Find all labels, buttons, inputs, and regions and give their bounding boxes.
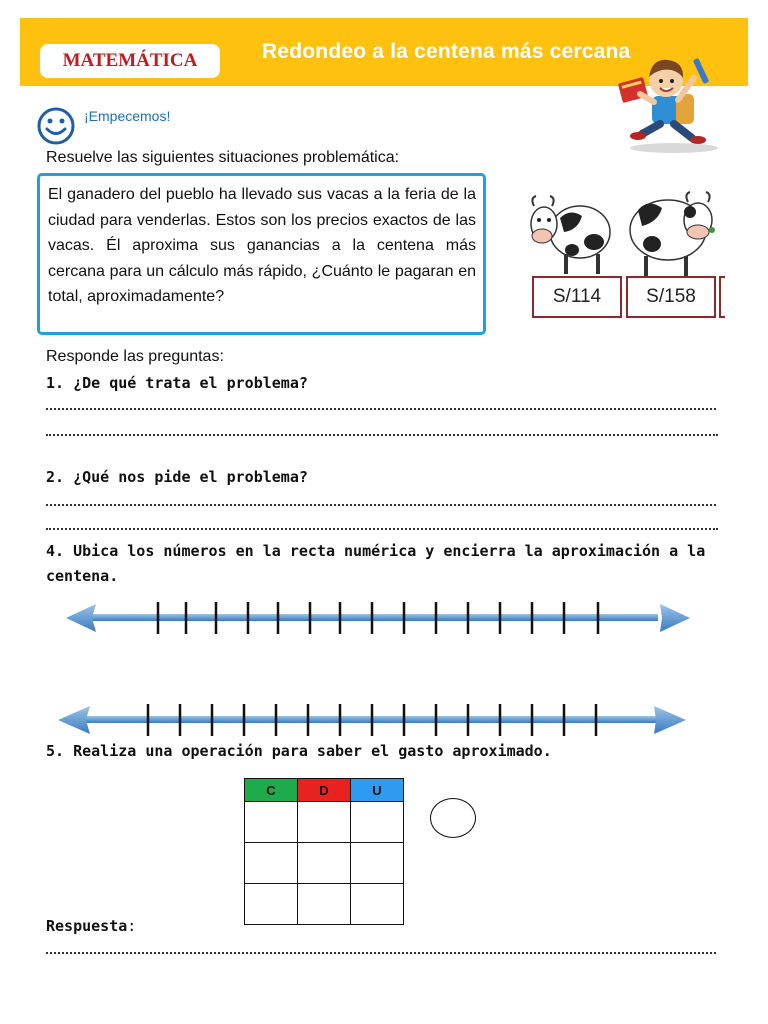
instruction-text: Resuelve las siguientes situaciones problemática:: [46, 149, 400, 166]
question-1: 1. ¿De qué trata el problema?: [46, 374, 308, 392]
number-line[interactable]: [56, 700, 696, 740]
answer-label-colon: :: [127, 917, 137, 935]
price-tag: S/114: [532, 276, 622, 318]
number-line[interactable]: [56, 598, 696, 638]
answer-line[interactable]: [46, 950, 716, 954]
cows-drawing: [520, 190, 726, 280]
table-cell[interactable]: [351, 843, 404, 884]
problem-text: El ganadero del pueblo ha llevado sus vacas a la feria de la ciudad para venderlas. Estos son los precios exactos de las vacas. Él aproxima sus ganancias a la centena más cercana para un cálculo más rápido, ¿Cuánto le pagaran en total, aproximadamente?: [48, 186, 476, 305]
table-cell[interactable]: [298, 884, 351, 925]
cows-illustration: [520, 190, 726, 320]
column-header-d: D: [298, 779, 351, 802]
column-header-c: C: [245, 779, 298, 802]
price-tag: S/158: [626, 276, 716, 318]
answer-label-line: [46, 917, 136, 935]
running-kid-illustration: [612, 50, 730, 156]
question-2: 2. ¿Qué nos pide el problema?: [46, 468, 308, 486]
answer-line[interactable]: [46, 406, 716, 410]
question-5: 5. Realiza una operación para saber el gasto aproximado.: [46, 742, 552, 760]
subject-label: MATEMÁTICA: [40, 44, 220, 78]
question-4: 4. Ubica los números en la recta numérica y encierra la aproximación a la centena.: [46, 542, 706, 585]
table-cell[interactable]: [245, 884, 298, 925]
place-value-table: [244, 778, 404, 925]
column-header-u: U: [351, 779, 404, 802]
answer-label: Respuesta: [46, 917, 128, 935]
price-tag-edge: [719, 276, 725, 318]
smiley-face-icon: [36, 106, 76, 146]
answer-line[interactable]: [46, 502, 716, 506]
table-cell[interactable]: [351, 884, 404, 925]
problem-box: [37, 173, 486, 335]
answer-line[interactable]: [46, 526, 718, 530]
table-cell[interactable]: [245, 843, 298, 884]
section-label-start: ¡Empecemos!: [84, 108, 171, 124]
table-cell[interactable]: [298, 802, 351, 843]
table-cell[interactable]: [245, 802, 298, 843]
table-cell[interactable]: [298, 843, 351, 884]
table-cell[interactable]: [351, 802, 404, 843]
page-title: Redondeo a la centena más cercana: [262, 40, 631, 63]
answer-section-label: Responde las preguntas:: [46, 348, 224, 365]
answer-line[interactable]: [46, 432, 718, 436]
operation-sign-oval[interactable]: [430, 798, 476, 838]
